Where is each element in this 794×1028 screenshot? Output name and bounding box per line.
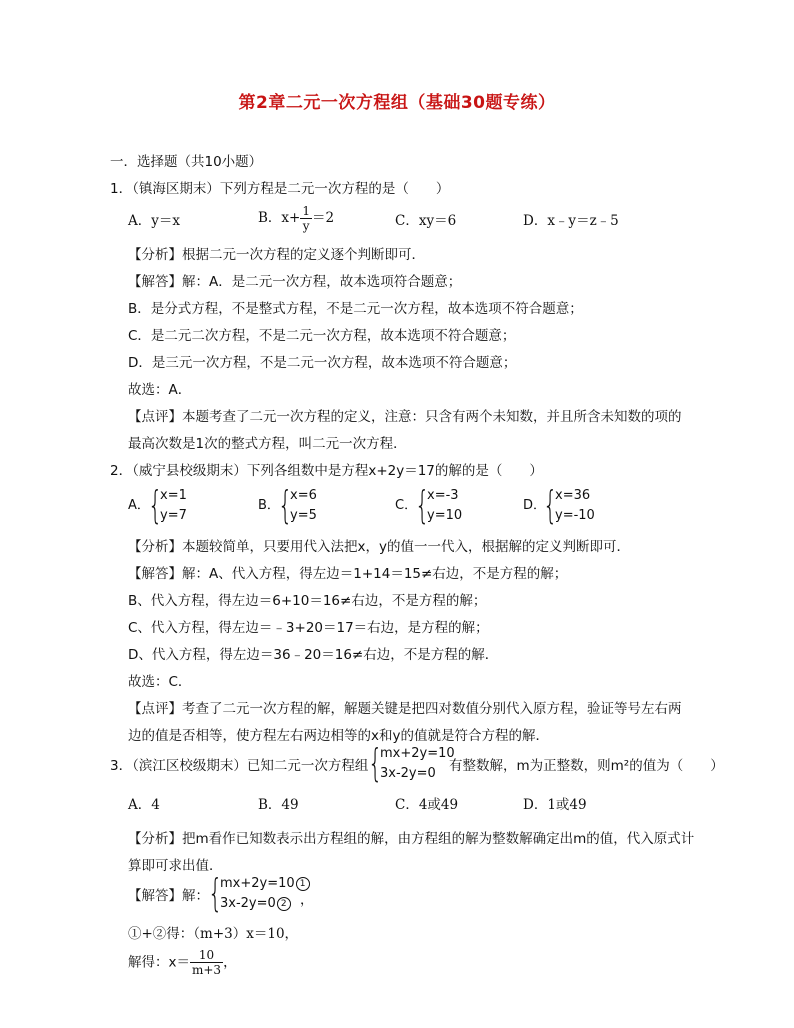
- q3-stem-prefix: 3．（滨江区校级期末）已知二元一次方程组: [110, 758, 369, 774]
- q1-option-b-prefix: B．x+: [258, 210, 301, 226]
- page-title: 第2章二元一次方程组（基础30题专练）: [238, 93, 556, 113]
- q3-comma: ，: [300, 892, 314, 908]
- q2-analysis: 【分析】本题较简单，只要用代入法把x，y的值一一代入，根据解的定义判断即可．: [128, 539, 630, 555]
- q2-choose: 故选：C．: [128, 674, 192, 690]
- q1-option-a: A．y＝x: [128, 213, 180, 229]
- option-label: A．: [128, 498, 150, 513]
- fraction-numerator: 1: [302, 204, 310, 218]
- q2-answer-b: B、代入方程，得左边＝6+10＝16≠右边，不是方程的解；: [128, 593, 487, 609]
- q3-option-b: B．49: [258, 797, 299, 813]
- q3-answer-prefix: 【解答】解：: [128, 888, 209, 904]
- q3-solve: [128, 948, 237, 977]
- q2-option-d: [523, 483, 653, 527]
- q3-solve-suffix: ，: [223, 954, 237, 971]
- system-line-2: 3x-2y=0: [380, 766, 436, 781]
- q1-option-d: D．x﹣y＝z﹣5: [523, 213, 619, 229]
- brace-icon: {: [415, 483, 430, 527]
- q3-analysis-line1: 【分析】把m看作已知数表示出方程组的解，由方程组的解为整数解确定出m的值，代入原式计: [128, 831, 695, 847]
- q3-analysis-line2: 算即可求出值．: [128, 858, 223, 874]
- brace-icon: {: [368, 741, 383, 785]
- circled-number: 2: [277, 897, 291, 911]
- system-line-1: x=6: [290, 488, 317, 503]
- q2-answer-d: D、代入方程，得左边＝36﹣20＝16≠右边，不是方程的解．: [128, 647, 499, 663]
- q2-comment-line1: 【点评】考查了二元一次方程的解，解题关键是把四对数值分别代入原方程，验证等号左右两: [128, 701, 682, 717]
- system-line-1: x=-3: [427, 488, 459, 503]
- q3-stem-suffix: 有整数解，m为正整数，则m²的值为（ ）: [449, 758, 724, 774]
- q1-answer-d: D．是三元一次方程，不是二元一次方程，故本选项不符合题意；: [128, 355, 517, 371]
- fraction: [190, 948, 223, 977]
- option-label: D．: [523, 498, 547, 513]
- brace-icon: {: [148, 483, 163, 527]
- q2-option-a: [128, 483, 248, 527]
- q1-analysis: 【分析】根据二元一次方程的定义逐个判断即可．: [128, 247, 425, 263]
- q1-comment-line1: 【点评】本题考查了二元一次方程的定义，注意：只含有两个未知数，并且所含未知数的项的: [128, 409, 682, 425]
- q2-comment-line2: 边的值是否相等，使方程左右两边相等的x和y的值就是符合方程的解．: [128, 728, 549, 744]
- q1-answer-c: C．是二元二次方程，不是二元一次方程，故本选项不符合题意；: [128, 328, 516, 344]
- q1-choose: 故选：A．: [128, 382, 192, 398]
- q3-option-a: A．4: [128, 797, 160, 813]
- brace-icon: {: [278, 483, 293, 527]
- q1-answer: 【解答】解：A．是二元一次方程，故本选项符合题意；: [128, 274, 462, 290]
- system-line-2: [220, 896, 291, 912]
- q1-answer-b: B．是分式方程，不是整式方程，不是二元一次方程，故本选项不符合题意；: [128, 301, 583, 317]
- q2-option-b: [258, 483, 378, 527]
- q1-comment-line2: 最高次数是1次的整式方程，叫二元一次方程．: [128, 436, 407, 452]
- q2-answer-c: C、代入方程，得左边＝﹣3+20＝17＝右边，是方程的解；: [128, 620, 489, 636]
- fraction-denominator: y: [302, 219, 310, 233]
- system-line-1: mx+2y=10: [380, 746, 455, 761]
- q1-option-b-suffix: ＝2: [312, 210, 335, 226]
- fraction: [300, 204, 312, 233]
- section-heading: 一．选择题（共10小题）: [110, 154, 263, 170]
- q2-answer-a: 【解答】解：A、代入方程，得左边＝1+14＝15≠右边，不是方程的解；: [128, 566, 568, 582]
- q1-option-c: C．xy＝6: [395, 213, 457, 229]
- system-line-2: y=-10: [555, 508, 595, 523]
- q3-solve-prefix: 解得：x＝: [128, 954, 190, 971]
- q2-option-c: [395, 483, 515, 527]
- system-line-2: y=5: [290, 508, 317, 523]
- system-line-2: y=10: [427, 508, 463, 523]
- q1-option-b: [258, 204, 334, 233]
- q3-option-d: D．1或49: [523, 797, 587, 813]
- circled-number: 1: [296, 877, 310, 891]
- q3-step: ①+②得：（m+3）x＝10，: [128, 926, 299, 942]
- system-line-2: y=7: [160, 508, 187, 523]
- q2-stem: 2．（威宁县校级期末）下列各组数中是方程x+2y＝17的解的是（ ）: [110, 463, 543, 479]
- q1-stem: 1．（镇海区期末）下列方程是二元一次方程的是（ ）: [110, 181, 450, 197]
- equation-text: 3x-2y=0: [220, 896, 276, 911]
- option-label: C．: [395, 498, 418, 513]
- q3-option-c: C．4或49: [395, 797, 459, 813]
- option-label: B．: [258, 498, 280, 513]
- fraction-denominator: m+3: [192, 963, 222, 977]
- system-line-1: x=36: [555, 488, 591, 503]
- brace-icon: {: [543, 483, 558, 527]
- system-line-1: x=1: [160, 488, 187, 503]
- brace-icon: {: [208, 871, 223, 915]
- equation-text: mx+2y=10: [220, 876, 295, 891]
- fraction-numerator: 10: [190, 948, 223, 963]
- system-line-1: [220, 876, 310, 892]
